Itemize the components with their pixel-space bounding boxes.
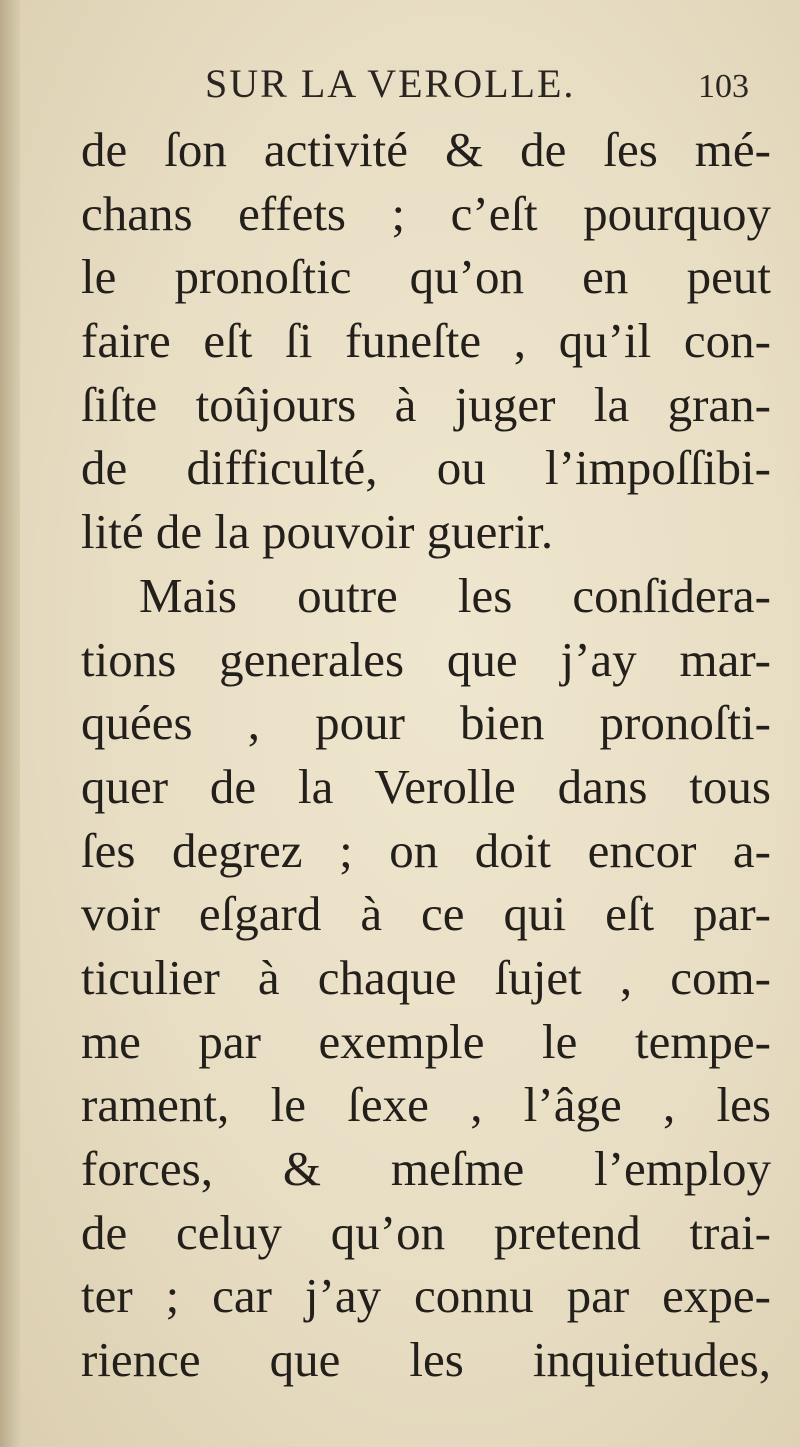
text-line: rience que les inquietudes, [81,1332,771,1388]
text-line: le pronoſtic qu’on en peut [81,249,771,305]
text-line: de difficulté, ou l’impoſſibi- [81,440,771,496]
text-line: lité de la pouvoir guerir. [81,504,554,560]
text-line: ter ; car j’ay connu par expe- [81,1268,771,1324]
book-page [20,0,800,1447]
text-line: de celuy qu’on pretend trai- [81,1204,771,1260]
text-line: ſiſte toûjours à juger la gran- [81,376,771,432]
body-text [81,118,771,1392]
text-line: quer de la Verolle dans tous [81,758,771,814]
page-number: 103 [698,68,749,105]
text-line: forces, & meſme l’employ [81,1141,771,1196]
scan-edge [0,0,20,1447]
text-line: quées , pour bien pronoſti- [81,695,771,751]
text-line: tions generales que j’ay mar- [81,631,771,687]
text-line: me par exemple le tempe- [81,1013,771,1069]
text-line: voir eſgard à ce qui eſt par- [81,886,771,942]
text-line: Mais outre les conſidera- [139,567,771,623]
text-line: ticulier à chaque ſujet , com- [81,949,771,1005]
text-line: faire eſt ſi funeſte , qu’il con- [81,313,771,369]
text-line: ſes degrez ; on doit encor a- [81,822,771,878]
text-line: rament, le ſexe , l’âge , les [81,1077,771,1133]
text-line: de ſon activité & de ſes mé- [81,122,771,177]
text-line: chans effets ; c’eſt pourquoy [81,185,771,241]
running-head: SUR LA VEROLLE. [205,61,576,106]
